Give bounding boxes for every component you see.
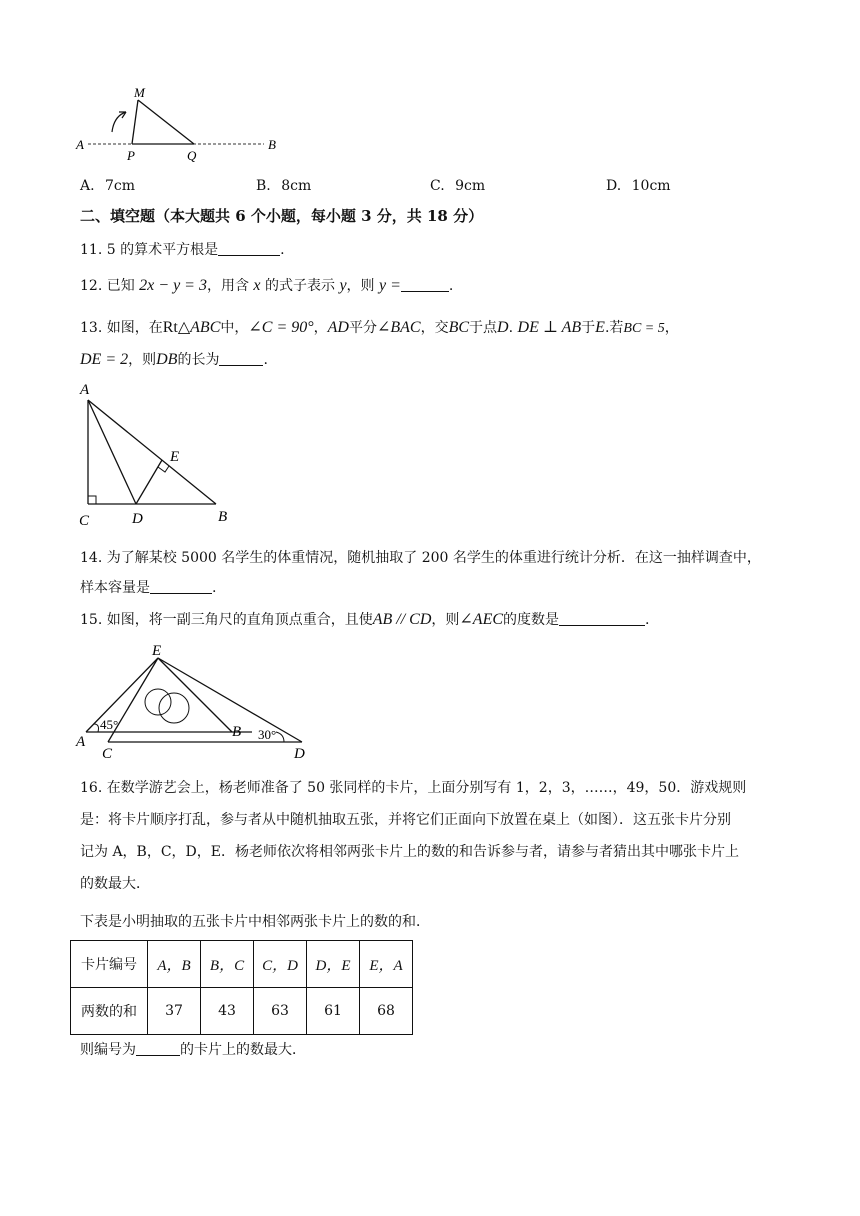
question-13 bbox=[80, 318, 679, 339]
q13-text-a: 13. 如图，在 bbox=[80, 320, 163, 336]
figure-rotation-pq bbox=[72, 82, 292, 162]
question-14 bbox=[80, 548, 761, 568]
q13-end: . bbox=[263, 352, 268, 368]
label-e: E bbox=[170, 449, 180, 465]
q15-text-c: 的度数是 bbox=[503, 612, 560, 628]
option-d bbox=[606, 178, 671, 194]
question-16-line-2: 是：将卡片顺序打乱，参与者从中随机抽取五张，并将它们正面向下放置在桌上（如图）．这五张卡片分别 bbox=[80, 812, 731, 828]
question-13-line-2 bbox=[80, 350, 268, 370]
table-cell-pair: D，E bbox=[307, 941, 360, 988]
q13-bc5: BC = 5 bbox=[623, 321, 665, 336]
q12-equation: 2x − y = 3 bbox=[139, 277, 207, 294]
q13-de2: DE = 2 bbox=[80, 351, 129, 368]
q14-answer-blank[interactable] bbox=[150, 579, 212, 594]
q13-text-j: ， bbox=[664, 320, 679, 336]
q13-text-d: 平分 bbox=[348, 320, 377, 336]
question-12 bbox=[80, 276, 453, 296]
segment-pm bbox=[132, 100, 138, 144]
label-a: A bbox=[80, 382, 90, 398]
q13-bac: ∠BAC bbox=[376, 319, 421, 336]
q16-final-text-a: 则编号为 bbox=[80, 1042, 136, 1058]
label-d: D bbox=[132, 511, 143, 527]
label-d: D bbox=[294, 746, 305, 762]
q13-text-i: .若 bbox=[604, 320, 624, 336]
question-16-line-4: 的数最大． bbox=[80, 876, 150, 892]
table-cell-sum: 37 bbox=[148, 988, 201, 1035]
option-c-letter: C. bbox=[430, 178, 445, 194]
table-cell-pair: C，D bbox=[254, 941, 307, 988]
option-a bbox=[80, 178, 135, 194]
q14-line-1: 14. 为了解某校 5000 名学生的体重情况，随机抽取了 200 名学生的体重进行统计分析．在这一抽样调查中， bbox=[80, 550, 761, 566]
option-d-value: 10cm bbox=[631, 178, 671, 194]
card-sum-table bbox=[70, 940, 413, 1035]
right-angle-mark-c bbox=[88, 496, 96, 504]
q12-text-c: 的式子表示 bbox=[264, 278, 335, 294]
figure-set-squares bbox=[72, 640, 322, 762]
label-m: M bbox=[134, 85, 145, 100]
hole-right bbox=[159, 693, 189, 723]
q12-text-b: ，用含 bbox=[206, 278, 249, 294]
question-15 bbox=[80, 610, 649, 630]
option-d-letter: D. bbox=[606, 178, 622, 194]
angle-arc-30 bbox=[276, 732, 284, 742]
q13-angle-c: ∠C = 90° bbox=[248, 319, 314, 336]
question-16-line-3: 记为 A，B，C，D，E．杨老师依次将相邻两张卡片上的数的和告诉参与者，请参与者猜出其中哪张卡片上 bbox=[80, 844, 740, 860]
question-16-line-1: 16. 在数学游艺会上，杨老师准备了 50 张同样的卡片，上面分别写有 1，2，3，……，49，50．游戏规则 bbox=[80, 780, 747, 796]
section-2-title: 二、填空题（本大题共 6 个小题，每小题 3 分，共 18 分） bbox=[80, 207, 484, 225]
q13-text-h: 于 bbox=[581, 320, 596, 336]
q15-end: . bbox=[645, 612, 650, 628]
q13-rt: Rt△ bbox=[162, 319, 191, 336]
table-cell-pair: E，A bbox=[360, 941, 413, 988]
option-a-letter: A. bbox=[80, 178, 95, 194]
figure-triangle-abc bbox=[72, 378, 242, 530]
q13-bc: BC bbox=[448, 319, 470, 336]
q12-y-equals: y = bbox=[379, 277, 401, 294]
question-11 bbox=[80, 240, 285, 260]
table-cell-pair: A，B bbox=[148, 941, 201, 988]
option-b bbox=[256, 178, 311, 194]
option-b-value: 8cm bbox=[281, 178, 312, 194]
q13-db: DB bbox=[156, 351, 178, 368]
q12-text-a: 12. 已知 bbox=[80, 278, 135, 294]
segment-mq bbox=[138, 100, 194, 144]
label-angle-30: 30° bbox=[258, 727, 277, 742]
q13-text-g: . bbox=[508, 320, 514, 336]
q16-final-text-b: 的卡片上的数最大． bbox=[180, 1042, 306, 1058]
q13-de-ab: DE ⊥ AB bbox=[517, 319, 582, 336]
label-e: E bbox=[152, 643, 162, 659]
segment-de bbox=[136, 460, 162, 504]
option-c-value: 9cm bbox=[455, 178, 486, 194]
table-cell-pair: B，C bbox=[201, 941, 254, 988]
table-row-label: 卡片编号 bbox=[71, 941, 148, 988]
option-c bbox=[430, 178, 485, 194]
q13-text-f: 于点 bbox=[469, 320, 498, 336]
q12-var-y: y bbox=[339, 277, 347, 294]
q15-ab-cd: AB // CD bbox=[372, 611, 432, 628]
q12-end: . bbox=[448, 278, 454, 294]
question-16-line-5: 下表是小明抽取的五张卡片中相邻两张卡片上的数的和． bbox=[80, 914, 430, 930]
q13-d: D bbox=[497, 319, 509, 336]
option-b-letter: B. bbox=[256, 178, 271, 194]
q13-abc: ABC bbox=[190, 319, 221, 336]
table-cell-sum: 68 bbox=[360, 988, 413, 1035]
q12-text-d: ，则 bbox=[346, 278, 375, 294]
q15-aec: ∠AEC bbox=[459, 611, 504, 628]
q13-text-l2b: 的长为 bbox=[177, 352, 220, 368]
table-cell-sum: 43 bbox=[201, 988, 254, 1035]
table-cell-sum: 63 bbox=[254, 988, 307, 1035]
q15-answer-blank[interactable] bbox=[559, 611, 645, 626]
q13-text-l2a: ，则 bbox=[128, 352, 157, 368]
label-b: B bbox=[268, 137, 276, 152]
label-b: B bbox=[218, 509, 228, 525]
q13-text-e: ，交 bbox=[420, 320, 449, 336]
q12-var-x: x bbox=[253, 277, 261, 294]
label-p: P bbox=[127, 148, 135, 162]
segment-ad bbox=[88, 400, 136, 504]
label-c: C bbox=[102, 746, 113, 762]
q13-text-c: ， bbox=[313, 320, 328, 336]
hole-left bbox=[145, 689, 171, 715]
side-ab bbox=[88, 400, 216, 504]
q11-text: 11. 5 的算术平方根是 bbox=[80, 242, 219, 258]
q15-text-a: 15. 如图，将一副三角尺的直角顶点重合，且使 bbox=[80, 612, 373, 628]
q16-answer-blank[interactable] bbox=[136, 1041, 180, 1056]
q11-answer-blank[interactable] bbox=[218, 241, 280, 256]
q13-answer-blank[interactable] bbox=[219, 351, 263, 366]
right-angle-mark-e bbox=[158, 466, 169, 472]
table-row bbox=[71, 941, 413, 988]
label-angle-45: 45° bbox=[100, 717, 119, 732]
q14-line-2-text: 样本容量是 bbox=[80, 580, 150, 596]
table-cell-sum: 61 bbox=[307, 988, 360, 1035]
table-row-label: 两数的和 bbox=[71, 988, 148, 1035]
question-16-final bbox=[80, 1040, 306, 1060]
angle-arc-45 bbox=[94, 724, 99, 732]
label-c: C bbox=[79, 513, 90, 529]
label-b: B bbox=[232, 724, 242, 740]
label-a: A bbox=[76, 137, 84, 152]
q15-text-b: ，则 bbox=[431, 612, 460, 628]
q13-ad: AD bbox=[327, 319, 349, 336]
label-q: Q bbox=[187, 148, 197, 162]
option-a-value: 7cm bbox=[105, 178, 136, 194]
q13-e: E bbox=[595, 319, 605, 336]
q14-end: . bbox=[212, 580, 217, 596]
q13-text-b: 中， bbox=[220, 320, 249, 336]
label-a: A bbox=[76, 734, 86, 750]
question-14-line-2 bbox=[80, 578, 216, 598]
q12-answer-blank[interactable] bbox=[401, 277, 449, 292]
q11-end: . bbox=[280, 242, 285, 258]
table-row bbox=[71, 988, 413, 1035]
